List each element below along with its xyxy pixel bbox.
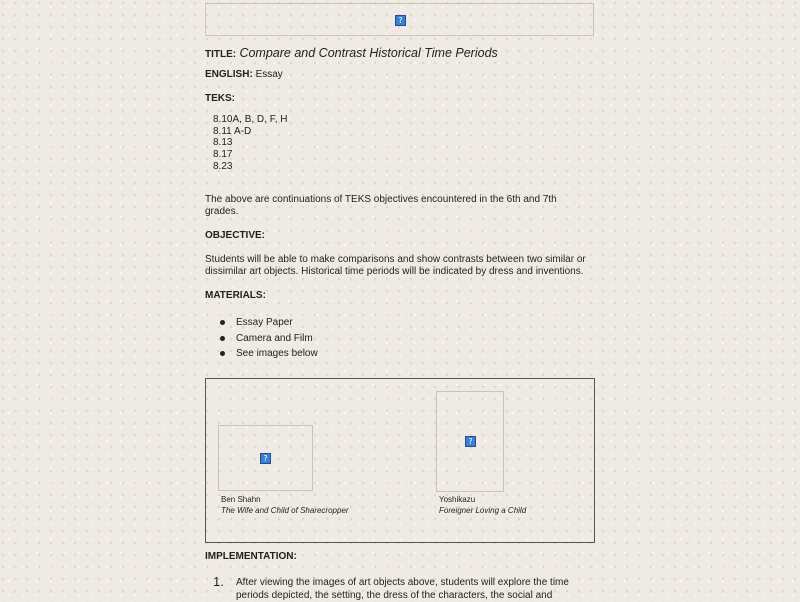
english-label: ENGLISH: [205,69,253,80]
teks-list [213,114,287,173]
teks-item: 8.17 [213,149,233,161]
teks-item: 8.13 [213,137,233,149]
left-work-title: The Wife and Child of Sharecropper [221,506,349,515]
right-artist: Yoshikazu [439,495,476,504]
right-work-title: Foreigner Loving a Child [439,506,527,515]
page-title [205,46,498,60]
broken-image-icon: ? [395,15,406,26]
step-text: After viewing the images of art objects above, students will explore the time periods depicted, the setting, the dress of the characters, the social and [236,577,569,601]
implementation-step [213,576,593,602]
right-art-image [436,391,504,492]
materials-label: MATERIALS: [205,290,266,301]
title-value: Compare and Contrast Historical Time Periods [239,46,498,60]
step-number: 1. [213,574,224,589]
teks-item: 8.11 A-D [213,125,252,137]
english-line [205,69,283,81]
art-gallery-table [205,378,595,543]
left-art-image [218,425,313,491]
objective-label: OBJECTIVE: [205,230,266,241]
title-label: TITLE: [205,49,237,60]
left-artist: Ben Shahn [221,495,261,504]
teks-item: 8.10A, B, D, F, H [213,114,288,125]
english-value: Essay [255,69,283,80]
materials-item: Essay Paper [220,315,318,331]
continuation-note: The above are continuations of TEKS objectives encountered in the 6th and 7th grades. [205,194,557,217]
right-art-caption [439,494,526,516]
materials-list [220,315,318,362]
teks-item: 8.23 [213,160,233,172]
broken-image-icon: ? [260,453,271,464]
header-image-frame [205,3,594,36]
teks-label: TEKS: [205,93,235,104]
objective-text: Students will be able to make comparisons and show contrasts between two similar or dissimilar art objects. Historical time periods will be indicated by dress and inventions. [205,254,586,277]
left-art-caption [221,494,349,516]
broken-image-icon: ? [465,436,476,447]
materials-item: Camera and Film [220,331,318,347]
materials-item: See images below [220,346,318,362]
implementation-label: IMPLEMENTATION: [205,551,297,562]
